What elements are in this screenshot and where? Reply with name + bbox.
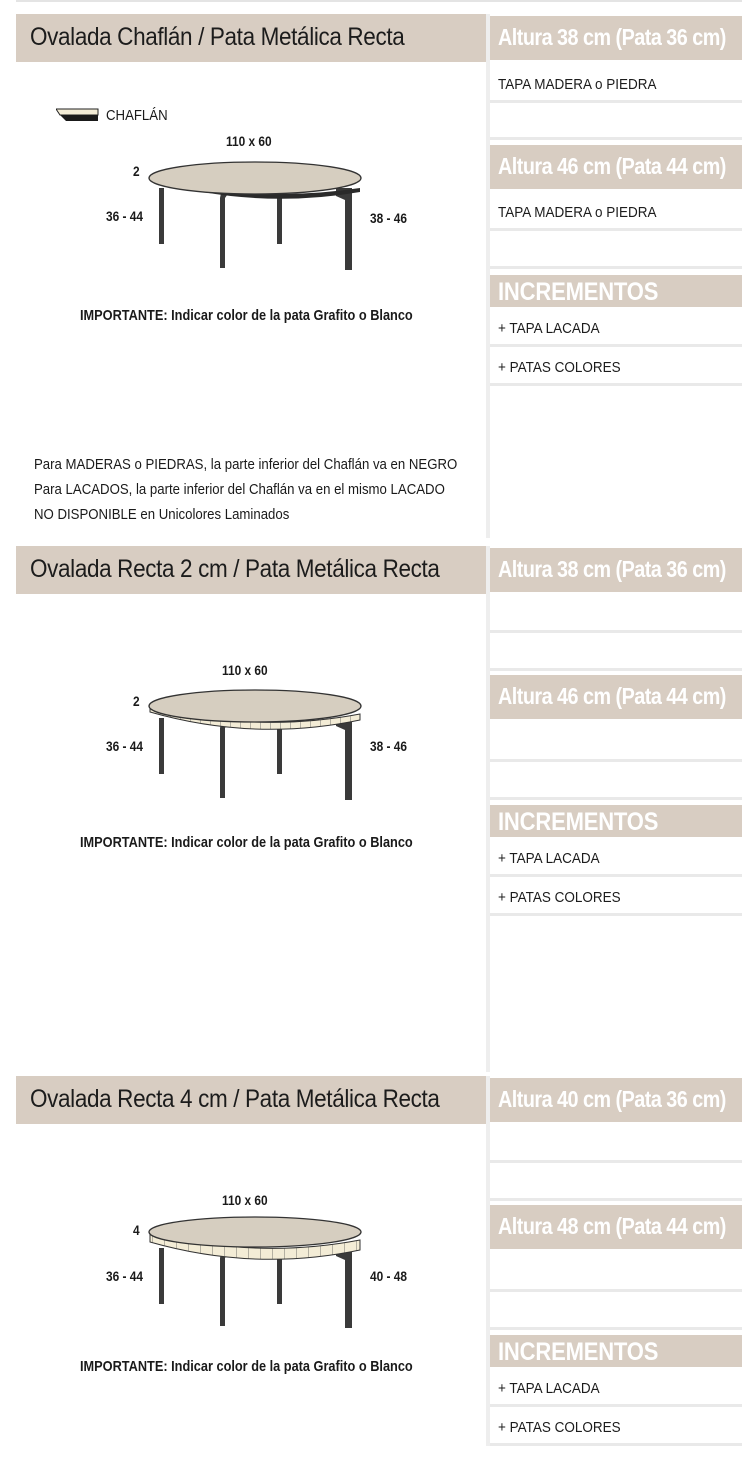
table-size: 110 x 60 <box>226 133 272 149</box>
increment-label: + PATAS COLORES <box>498 1419 621 1436</box>
important-note: IMPORTANTE: Indicar color de la pata Grafito o Blanco <box>80 307 413 324</box>
price-row-empty <box>490 1164 742 1201</box>
price-row-empty <box>490 725 742 762</box>
increments-header <box>490 1335 742 1367</box>
price-row-empty <box>490 103 742 140</box>
increment-label: + TAPA LACADA <box>498 1380 600 1397</box>
increment-row <box>490 1409 742 1446</box>
chaflan-label: CHAFLÁN <box>106 107 168 124</box>
increments-header <box>490 275 742 307</box>
height-label: Altura 38 cm (Pata 36 cm) <box>498 556 726 582</box>
increments-header <box>490 805 742 837</box>
chaflan-note: Para MADERAS o PIEDRAS, la parte inferior del Chaflán va en NEGRO <box>34 456 458 473</box>
increment-label: + TAPA LACADA <box>498 850 600 867</box>
section-title: Ovalada Chaflán / Pata Metálica Recta <box>30 23 405 51</box>
section-title: Ovalada Recta 4 cm / Pata Metálica Recta <box>30 1085 440 1113</box>
section-header <box>16 546 486 594</box>
height-header <box>490 548 742 592</box>
oval-table-straight-2cm-drawing <box>140 680 370 804</box>
height-header <box>490 1078 742 1122</box>
left-height-range: 36 - 44 <box>106 1268 144 1284</box>
price-row-empty <box>490 763 742 800</box>
price-row-empty <box>490 1255 742 1292</box>
top-thickness: 4 <box>133 1222 140 1238</box>
increments-label: INCREMENTOS <box>498 808 659 836</box>
right-height-range: 38 - 46 <box>370 738 408 754</box>
price-row <box>490 66 742 103</box>
increment-row <box>490 1370 742 1407</box>
oval-table-straight-4cm-drawing <box>140 1208 370 1332</box>
height-header <box>490 675 742 719</box>
section-header <box>16 14 486 62</box>
height-label: Altura 46 cm (Pata 44 cm) <box>498 153 726 179</box>
top-rule <box>16 0 742 2</box>
height-label: Altura 40 cm (Pata 36 cm) <box>498 1086 726 1112</box>
increment-row <box>490 349 742 386</box>
price-row-empty <box>490 1126 742 1163</box>
section-header <box>16 1076 486 1124</box>
height-label: Altura 46 cm (Pata 44 cm) <box>498 683 726 709</box>
increment-label: + PATAS COLORES <box>498 359 621 376</box>
increment-row <box>490 879 742 916</box>
top-thickness: 2 <box>133 163 140 179</box>
height-label: Altura 38 cm (Pata 36 cm) <box>498 24 726 50</box>
height-header <box>490 1205 742 1249</box>
increment-row <box>490 310 742 347</box>
table-size: 110 x 60 <box>222 662 268 678</box>
right-height-range: 38 - 46 <box>370 210 408 226</box>
price-row <box>490 194 742 231</box>
row-label: TAPA MADERA o PIEDRA <box>498 76 657 93</box>
increment-label: + TAPA LACADA <box>498 320 600 337</box>
left-height-range: 36 - 44 <box>106 738 144 754</box>
price-row-empty <box>490 596 742 633</box>
height-label: Altura 48 cm (Pata 44 cm) <box>498 1213 726 1239</box>
table-size: 110 x 60 <box>222 1192 268 1208</box>
chaflan-swatch-icon <box>56 107 100 123</box>
chaflan-note: Para LACADOS, la parte inferior del Chaflán va en el mismo LACADO <box>34 481 445 498</box>
height-header <box>490 16 742 60</box>
increment-label: + PATAS COLORES <box>498 889 621 906</box>
top-thickness: 2 <box>133 693 140 709</box>
important-note: IMPORTANTE: Indicar color de la pata Grafito o Blanco <box>80 834 413 851</box>
increments-label: INCREMENTOS <box>498 278 659 306</box>
left-height-range: 36 - 44 <box>106 208 144 224</box>
oval-table-chaflan-drawing <box>140 150 370 274</box>
height-header <box>490 145 742 189</box>
price-row-empty <box>490 1293 742 1330</box>
price-row-empty <box>490 232 742 269</box>
increments-label: INCREMENTOS <box>498 1338 659 1366</box>
right-height-range: 40 - 48 <box>370 1268 408 1284</box>
row-label: TAPA MADERA o PIEDRA <box>498 204 657 221</box>
section-title: Ovalada Recta 2 cm / Pata Metálica Recta <box>30 555 440 583</box>
important-note: IMPORTANTE: Indicar color de la pata Grafito o Blanco <box>80 1358 413 1375</box>
chaflan-note: NO DISPONIBLE en Unicolores Laminados <box>34 506 290 523</box>
increment-row <box>490 840 742 877</box>
price-row-empty <box>490 634 742 671</box>
